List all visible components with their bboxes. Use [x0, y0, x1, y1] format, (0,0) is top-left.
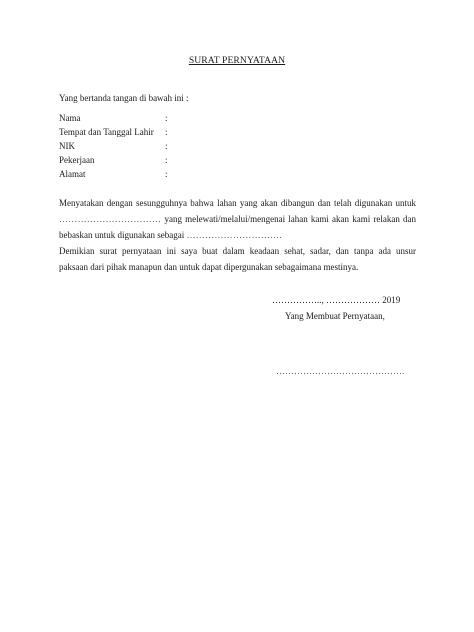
field-label-pekerjaan: Pekerjaan [59, 155, 95, 165]
field-label-alamat: Alamat [59, 169, 86, 179]
field-colon-ttl: : [165, 127, 168, 137]
closing-paragraph [59, 243, 416, 275]
statement-line-3-text: bebaskan untuk digunakan sebagai [59, 230, 187, 240]
statement-line-2-text: yang melewati/melalui/mengenai lahan kami akan kami relakan dan [161, 214, 416, 224]
purpose-dots: …………………………. [186, 230, 283, 240]
closing-line-1: Demikian surat pernyataan ini saya buat dalam keadaan sehat, sadar, dan tanpa ada unsur [59, 246, 416, 256]
signature-name-dots: ……………………………………. [276, 366, 405, 376]
document-title: SURAT PERNYATAAN [188, 55, 286, 66]
place-date-line: …………….., ……………… 2019 [272, 295, 401, 305]
field-colon-nama: : [165, 113, 168, 123]
statement-line-1: Menyatakan dengan sesungguhnya bahwa lahan yang akan dibangun dan telah digunakan untuk [59, 198, 416, 208]
field-colon-nik: : [165, 141, 168, 151]
signer-label: Yang Membuat Pernyataan, [285, 311, 385, 321]
field-colon-alamat: : [165, 169, 168, 179]
intro-text: Yang bertanda tangan di bawah ini : [59, 93, 189, 103]
statement-paragraph [59, 195, 416, 243]
closing-line-2: paksaan dari pihak manapun dan untuk dapat dipergunakan sebagaimana mestinya. [59, 262, 359, 272]
statement-line-2 [59, 211, 416, 227]
field-colon-pekerjaan: : [165, 155, 168, 165]
usage-dots: …………………………… [59, 214, 162, 224]
field-label-ttl: Tempat dan Tanggal Lahir [59, 127, 154, 137]
field-label-nik: NIK [59, 141, 75, 151]
field-label-nama: Nama [59, 113, 81, 123]
statement-line-3 [59, 227, 416, 243]
